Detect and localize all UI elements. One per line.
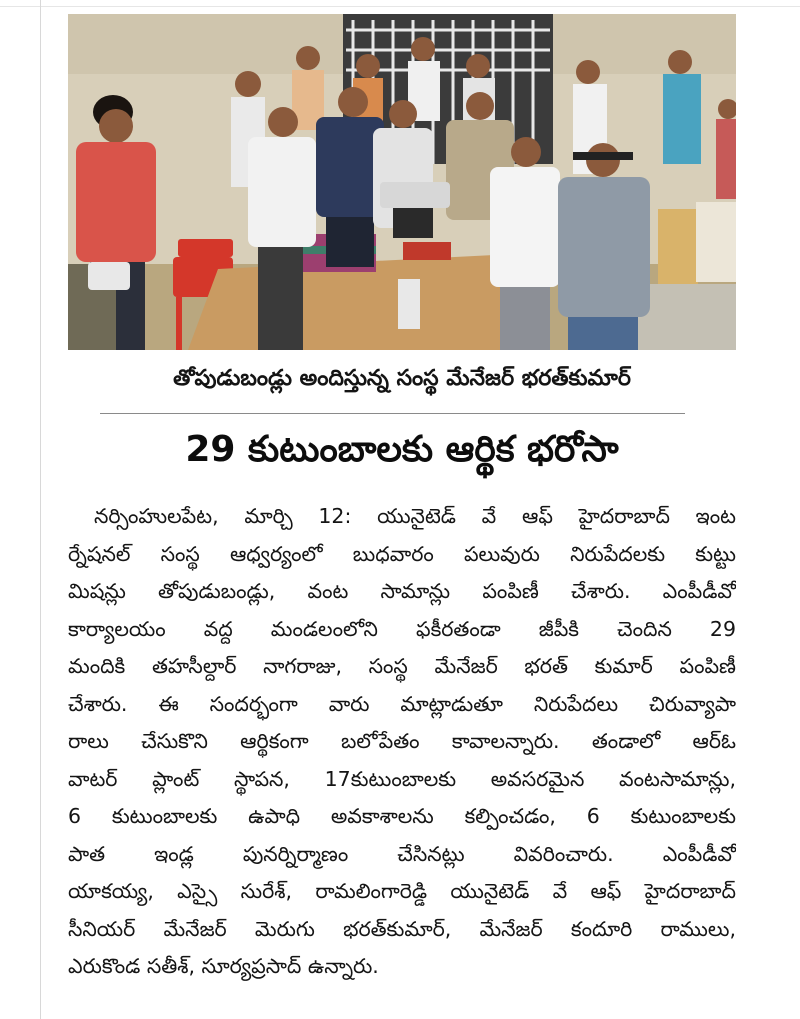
photo-box-right (658, 209, 698, 284)
body-line: ఎరుకొండ సతీశ్, సూర్యప్రసాద్ ఉన్నారు. (68, 954, 379, 978)
body-line: మిషన్లు తోపుడుబండ్లు, వంట సామాన్లు పంపిణీ చేశారు. ఎంపీడీవో (68, 579, 736, 603)
body-line: నర్సింహులపేట, మార్చి 12: యునైటెడ్ వే ఆఫ్ హైదరాబాద్ ఇంట (94, 504, 736, 528)
photo-red-book (403, 242, 451, 260)
photo-bag-right (696, 202, 736, 282)
body-line: మందికి తహసీల్దార్ నాగరాజు, సంస్థ మేనేజర్ భరత్ కుమార్ పంపిణీ (68, 654, 736, 678)
body-line: రాలు చేసుకొని ఆర్థికంగా బలోపేతం కావాలన్నారు. తండాలో ఆర్‌ఓ (68, 729, 736, 753)
photo-bottle (398, 279, 420, 329)
photo-person-white-shirt-right (490, 137, 560, 350)
top-rule (0, 0, 800, 7)
body-line: 6 కుటుంబాలకు ఉపాధి అవకాశాలను కల్పించడం, 6 కుటుంబాలకు (68, 804, 736, 828)
article-body (68, 498, 736, 986)
body-line: వాటర్ ప్లాంట్ స్థాపన, 17కుటుంబాలకు అవసరమైన వంటసామాన్లు, (68, 766, 736, 791)
body-line: సీనియర్ మేనేజర్ మెరుగు భరత్‌కుమార్, మేనేజర్ కందూరి రాములు, (68, 916, 736, 941)
body-line: పాత ఇండ్ల పునర్నిర్మాణం చేసినట్లు వివరించారు. ఎంపీడీవో (68, 841, 736, 866)
photo-illustration (68, 14, 736, 350)
body-line: యాకయ్య, ఎస్సై సురేశ్, రామలింగారెడ్డి యునైటెడ్ వే ఆఫ్ హైదరాబాద్ (68, 879, 736, 903)
caption-divider (100, 413, 685, 414)
body-line: చేశారు. ఈ సందర్భంగా వారు మాట్లాడుతూ నిరుపేదలు చిరువ్యాపా (68, 691, 736, 716)
article-headline: 29 కుటుంబాలకు ఆర్థిక భరోసా (185, 429, 619, 470)
photo-caption: తోపుడుబండ్లు అందిస్తున్న సంస్థ మేనేజర్ భరత్‌కుమార్ (173, 366, 631, 391)
body-line: కార్యాలయం వద్ద మండలంలోని ఫకీరతండా జీపీకి చెందిన 29 (68, 616, 736, 641)
body-line: ర్నేషనల్ సంస్థ ఆధ్వర్యంలో బుధవారం పలువురు నిరుపేదలకు కుట్టు (68, 541, 736, 566)
group-photo-image (68, 14, 736, 350)
page-left-border (40, 0, 41, 1019)
